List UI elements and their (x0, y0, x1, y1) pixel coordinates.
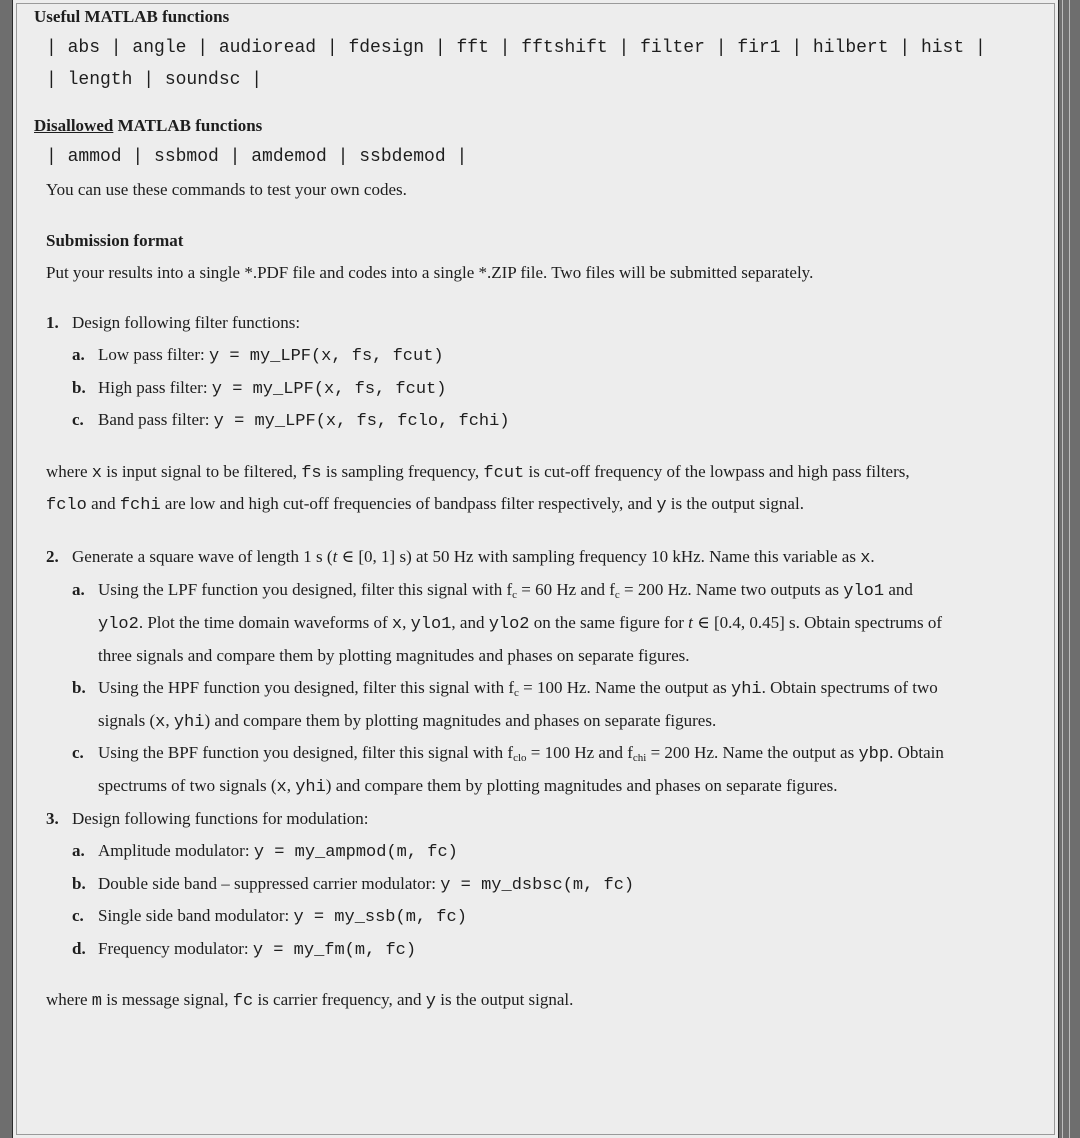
q3-d-code: y = my_fm(m, fc) (252, 941, 417, 960)
code-ybp: ybp (858, 745, 890, 764)
subscript: c (512, 589, 517, 601)
q3-item-b (72, 874, 634, 895)
text-run: on the same figure for (529, 613, 689, 632)
q1-item-c (72, 410, 510, 431)
text-run: signals ( (98, 711, 156, 730)
q1-b-marker: b. (72, 378, 86, 397)
text-run: is carrier frequency, and (253, 990, 426, 1009)
code-ylo1: ylo1 (843, 582, 885, 601)
q1-item-b (72, 378, 446, 399)
q1-where-line-1 (46, 462, 910, 483)
q3-a-code: y = my_ampmod(m, fc) (253, 843, 458, 862)
document-page (12, 0, 1059, 1138)
q1-a-label: Low pass filter: (98, 345, 209, 364)
text-run: . Obtain spectrums of two (761, 678, 938, 697)
q3-heading (46, 809, 369, 829)
q1-c-code: y = my_LPF(x, fs, fclo, fchi) (213, 412, 510, 431)
q1-item-a (72, 345, 444, 366)
q2-a-line-1 (72, 580, 913, 601)
code-fc: fc (232, 992, 254, 1011)
text-run: Using the HPF function you designed, filter this signal with f (98, 678, 514, 697)
text-run: ∈ [0.4, 0.45] s. Obtain spectrums of (692, 613, 943, 632)
text-run: = 200 Hz. Name the output as (646, 743, 859, 762)
q3-where-line (46, 990, 573, 1011)
q2-c-line-2 (98, 776, 838, 797)
q1-b-code: y = my_LPF(x, fs, fcut) (211, 380, 447, 399)
disallowed-heading-rest: MATLAB functions (113, 116, 263, 135)
text-run: is sampling frequency, (321, 462, 484, 481)
q2-b-line-1 (72, 678, 938, 699)
var-t: t (332, 547, 338, 566)
code-fclo: fclo (46, 496, 87, 515)
text-run: is cut-off frequency of the lowpass and high pass filters, (524, 462, 910, 481)
code-x: x (860, 549, 871, 568)
q1-b-label: High pass filter: (98, 378, 212, 397)
text-run: ) and compare them by plotting magnitudes and phases on separate figures. (325, 776, 838, 795)
code-y: y (425, 992, 436, 1011)
text-run: . (870, 547, 875, 566)
q3-c-code: y = my_ssb(m, fc) (293, 908, 467, 927)
q3-d-marker: d. (72, 939, 86, 958)
q2-a-line-2 (98, 613, 942, 634)
disallowed-functions-row: | ammod | ssbmod | amdemod | ssbdemod | (46, 147, 468, 167)
q2-heading (46, 547, 875, 568)
subscript: clo (513, 752, 527, 764)
q1-where-line-2 (46, 494, 804, 515)
q3-c-marker: c. (72, 906, 84, 925)
code-x: x (155, 713, 166, 732)
submission-text: Put your results into a single *.PDF file and codes into a single *.ZIP file. Two files will be submitted separately. (46, 263, 814, 282)
text-run: = 60 Hz and f (517, 580, 615, 599)
text-run: Using the LPF function you designed, filter this signal with f (98, 580, 513, 599)
useful-functions-row-1: | abs | angle | audioread | fdesign | fft | fftshift | filter | fir1 | hilbert | hist | (46, 38, 986, 58)
useful-functions-heading: Useful MATLAB functions (34, 7, 230, 26)
q3-b-code: y = my_dsbsc(m, fc) (440, 876, 635, 895)
text-run: spectrums of two signals ( (98, 776, 277, 795)
text-run: , (286, 776, 296, 795)
text-run: = 100 Hz and f (526, 743, 633, 762)
q3-item-a (72, 841, 458, 862)
text-run: = 200 Hz. Name two outputs as (619, 580, 844, 599)
code-ylo1: ylo1 (410, 615, 452, 634)
q3-text: Design following functions for modulation: (72, 809, 369, 828)
q3-c-label: Single side band modulator: (98, 906, 294, 925)
q1-c-label: Band pass filter: (98, 410, 214, 429)
q3-item-d (72, 939, 416, 960)
q1-c-marker: c. (72, 410, 84, 429)
code-fcut: fcut (483, 464, 525, 483)
disallowed-word: Disallowed (34, 116, 114, 135)
code-x: x (276, 778, 287, 797)
code-y: y (656, 496, 667, 515)
q2-c-line-1 (72, 743, 944, 764)
q2-b-line-2 (98, 711, 716, 732)
text-run: and (86, 494, 120, 513)
text-run: = 100 Hz. Name the output as (518, 678, 732, 697)
subscript: chi (632, 752, 647, 764)
text-run: where (46, 990, 92, 1009)
code-yhi: yhi (731, 680, 762, 699)
code-fchi: fchi (119, 496, 161, 515)
q3-a-label: Amplitude modulator: (98, 841, 254, 860)
text-run: Generate a square wave of length 1 s ( (72, 547, 333, 566)
text-run: Using the BPF function you designed, filter this signal with f (98, 743, 514, 762)
text-run: is message signal, (101, 990, 233, 1009)
q1-text: Design following filter functions: (72, 313, 301, 332)
text-run: , (165, 711, 174, 730)
text-run: ∈ [0, 1] s) at 50 Hz with sampling frequency 10 kHz. Name this variable as (337, 547, 861, 566)
q3-b-marker: b. (72, 874, 86, 893)
text-run: and (884, 580, 913, 599)
q1-a-code: y = my_LPF(x, fs, fcut) (208, 347, 444, 366)
q3-a-marker: a. (72, 841, 85, 860)
code-yhi: yhi (295, 778, 326, 797)
q3-item-c (72, 906, 467, 927)
code-ylo2: ylo2 (488, 615, 530, 634)
text-run: is input signal to be filtered, (101, 462, 302, 481)
q3-number: 3. (46, 809, 59, 828)
text-run: . Obtain (889, 743, 944, 762)
var-t: t (688, 613, 693, 632)
disallowed-note: You can use these commands to test your own codes. (46, 180, 407, 199)
text-run: ) and compare them by plotting magnitudes and phases on separate figures. (204, 711, 717, 730)
code-x: x (91, 464, 102, 483)
q2-b-marker: b. (72, 678, 86, 697)
useful-functions-row-2: | length | soundsc | (46, 70, 263, 90)
code-fs: fs (301, 464, 322, 483)
code-x: x (391, 615, 403, 634)
text-run: is the output signal. (435, 990, 574, 1009)
page-edge (1062, 0, 1070, 1138)
text-run: , and (451, 613, 489, 632)
q1-a-marker: a. (72, 345, 85, 364)
disallowed-functions-heading (34, 116, 262, 136)
q3-d-label: Frequency modulator: (98, 939, 253, 958)
code-m: m (91, 992, 102, 1011)
q3-b-label: Double side band – suppressed carrier modulator: (98, 874, 441, 893)
q2-number: 2. (46, 547, 59, 566)
subscript: c (614, 589, 620, 601)
subscript: c (514, 687, 519, 699)
q1-number: 1. (46, 313, 59, 332)
text-run: are low and high cut-off frequencies of bandpass filter respectively, and (160, 494, 657, 513)
q2-a-line-3: three signals and compare them by plotting magnitudes and phases on separate figures. (98, 646, 690, 665)
text-run: , (402, 613, 411, 632)
submission-heading: Submission format (46, 231, 184, 250)
q2-c-marker: c. (72, 743, 84, 762)
text-run: where (46, 462, 92, 481)
code-yhi: yhi (173, 713, 205, 732)
q1-heading (46, 313, 300, 333)
text-run: . Plot the time domain waveforms of (138, 613, 392, 632)
text-run: is the output signal. (666, 494, 804, 513)
q2-a-marker: a. (72, 580, 85, 599)
code-ylo2: ylo2 (98, 615, 139, 634)
